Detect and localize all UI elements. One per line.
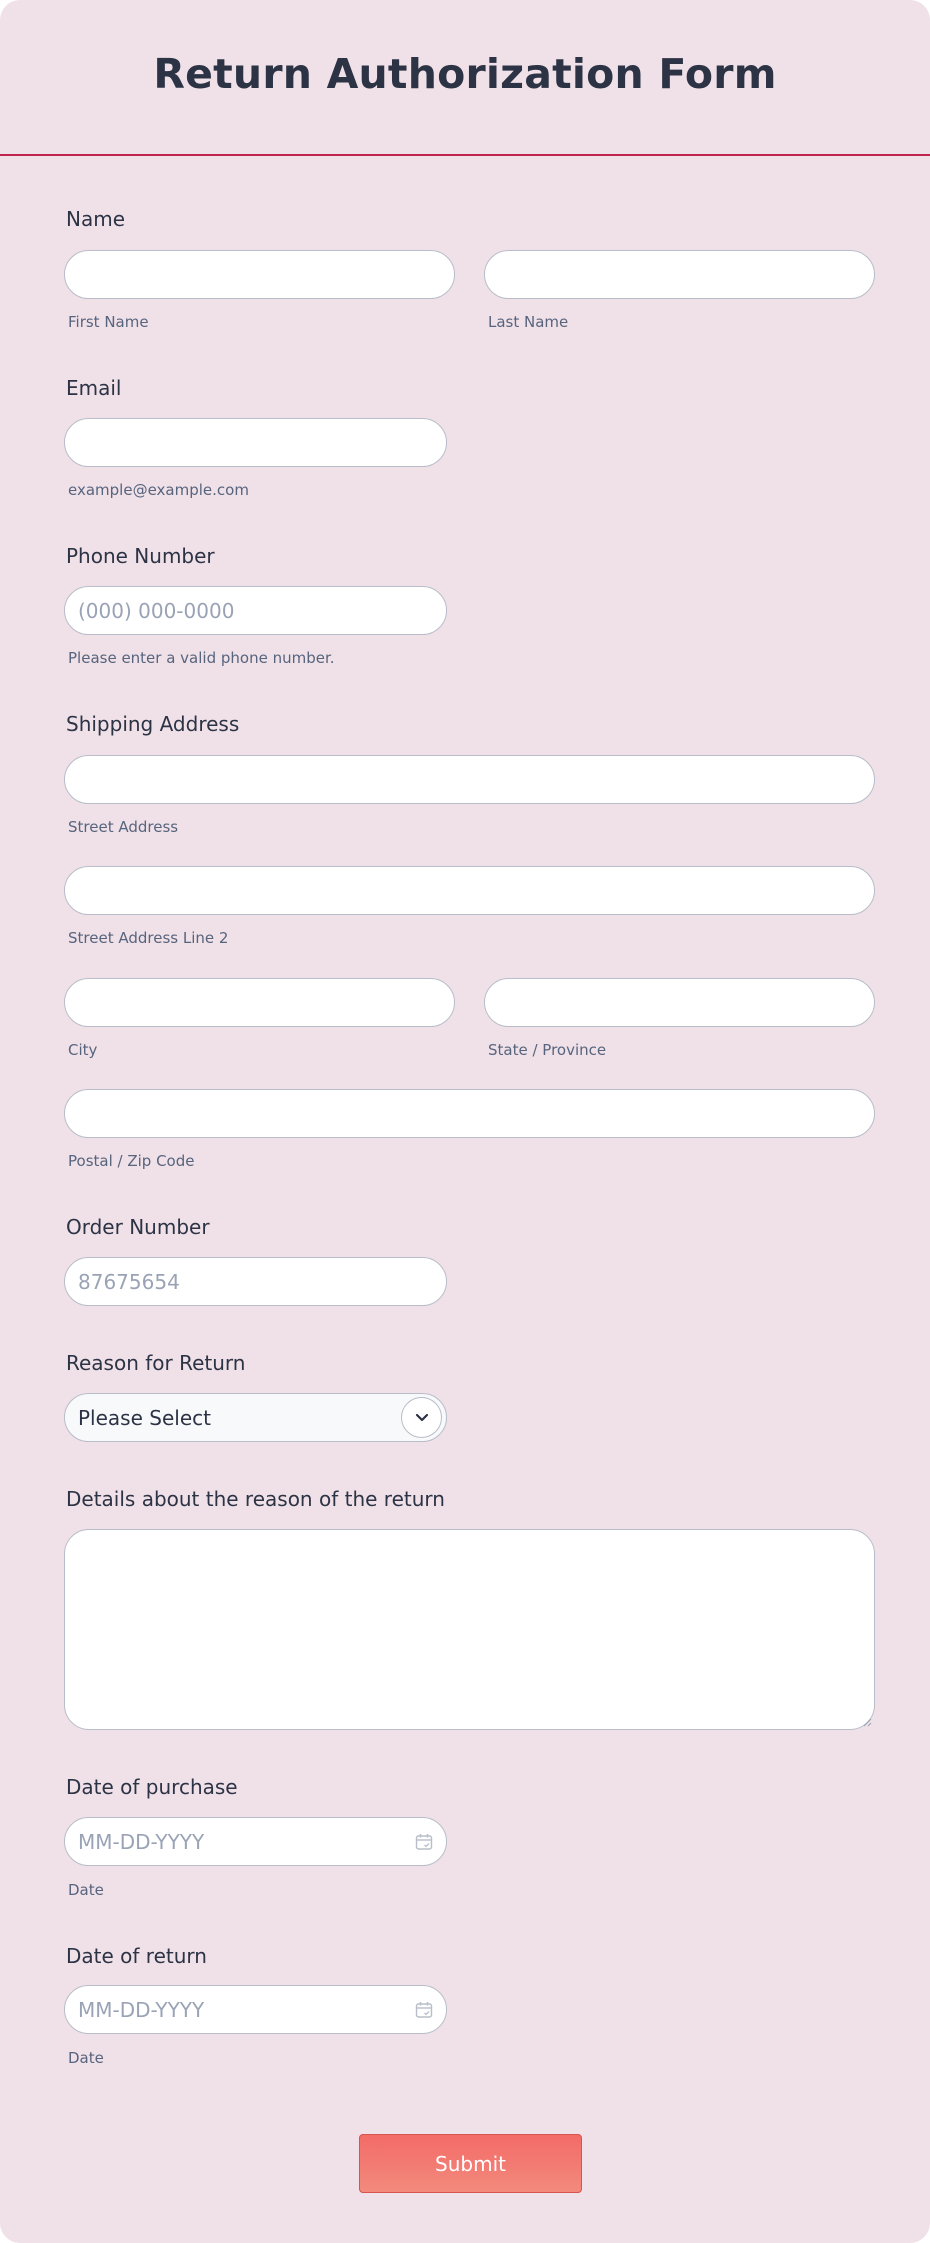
- calendar-icon[interactable]: [415, 1833, 433, 1851]
- purchase-date-label: Date of purchase: [66, 1775, 238, 1799]
- purchase-date-sublabel: Date: [68, 1881, 104, 1899]
- email-input[interactable]: [64, 418, 447, 467]
- first-name-input[interactable]: [64, 250, 455, 299]
- email-label: Email: [66, 376, 122, 400]
- city-input[interactable]: [64, 978, 455, 1027]
- state-province-input[interactable]: [484, 978, 875, 1027]
- phone-input[interactable]: [64, 586, 447, 635]
- state-province-sublabel: State / Province: [488, 1041, 607, 1059]
- reason-select-value: Please Select: [78, 1406, 211, 1430]
- postal-code-input[interactable]: [64, 1089, 875, 1138]
- last-name-input[interactable]: [484, 250, 875, 299]
- reason-label: Reason for Return: [66, 1351, 246, 1375]
- form-title: Return Authorization Form: [153, 50, 777, 98]
- details-label: Details about the reason of the return: [66, 1487, 445, 1511]
- details-textarea[interactable]: [64, 1529, 875, 1730]
- form-header: [0, 0, 930, 156]
- return-date-input[interactable]: [64, 1985, 447, 2034]
- order-number-input[interactable]: [64, 1257, 447, 1306]
- return-date-label: Date of return: [66, 1944, 207, 1968]
- resize-grip-icon[interactable]: [862, 1717, 872, 1727]
- street-address-input[interactable]: [64, 755, 875, 804]
- email-sublabel: example@example.com: [68, 481, 249, 499]
- street-address-line2-input[interactable]: [64, 866, 875, 915]
- calendar-icon[interactable]: [415, 2001, 433, 2019]
- order-number-label: Order Number: [66, 1215, 210, 1239]
- shipping-address-label: Shipping Address: [66, 712, 240, 736]
- return-date-sublabel: Date: [68, 2049, 104, 2067]
- street-address-line2-sublabel: Street Address Line 2: [68, 929, 229, 947]
- phone-sublabel: Please enter a valid phone number.: [68, 649, 335, 667]
- city-sublabel: City: [68, 1041, 98, 1059]
- last-name-sublabel: Last Name: [488, 313, 569, 331]
- submit-button[interactable]: Submit: [359, 2134, 582, 2193]
- name-label: Name: [66, 207, 126, 231]
- postal-code-sublabel: Postal / Zip Code: [68, 1152, 195, 1170]
- chevron-down-icon: [401, 1397, 442, 1438]
- reason-select[interactable]: [64, 1393, 447, 1442]
- street-address-sublabel: Street Address: [68, 818, 179, 836]
- first-name-sublabel: First Name: [68, 313, 149, 331]
- phone-label: Phone Number: [66, 544, 215, 568]
- purchase-date-input[interactable]: [64, 1817, 447, 1866]
